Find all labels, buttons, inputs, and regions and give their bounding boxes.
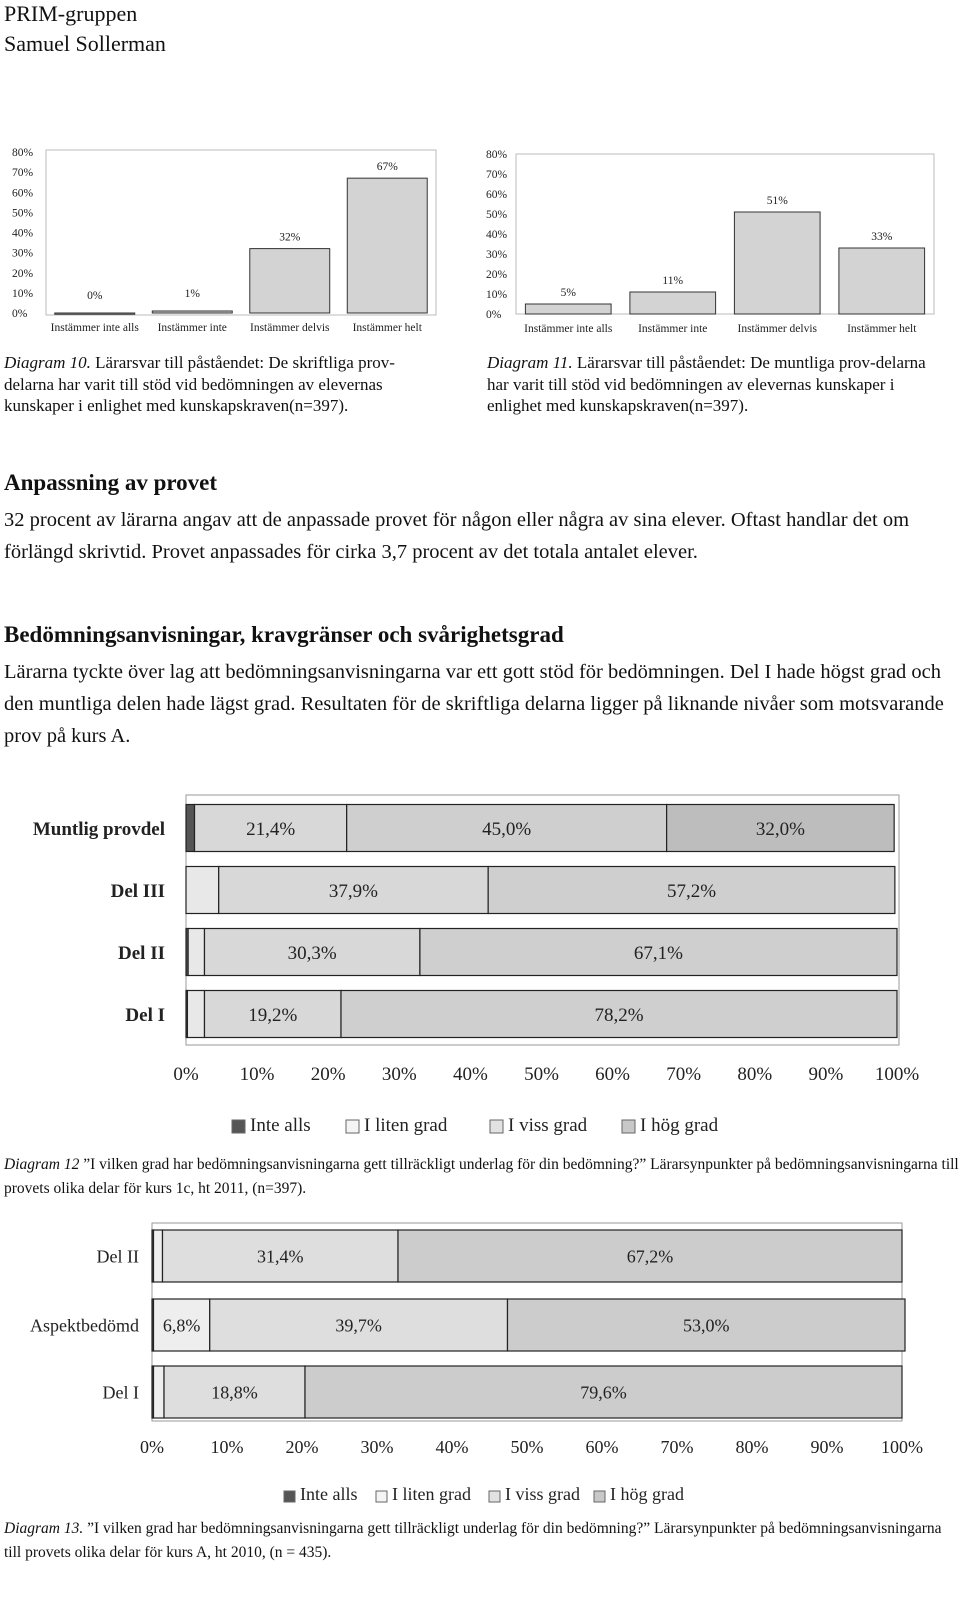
diagram-12-caption bbox=[4, 1153, 959, 1201]
x-tick-label: 50% bbox=[524, 1064, 559, 1085]
legend-swatch bbox=[490, 1120, 503, 1133]
segment-label: 53,0% bbox=[683, 1315, 730, 1336]
diagram-13-text: ”I vilken grad har bedömningsanvisningarna gett tillräckligt underlag för din bedömning?” Lärarsynpunkter på bedömningsanvisningarna till provets olika delar för kurs A, ht 2010, (n = 435). bbox=[4, 1520, 942, 1561]
diagram-10-label: Diagram 10. bbox=[4, 353, 91, 372]
x-tick-label: 60% bbox=[585, 1437, 619, 1457]
segment-label: 6,8% bbox=[162, 1315, 201, 1336]
x-tick-label: 70% bbox=[660, 1437, 694, 1457]
bar bbox=[839, 248, 925, 314]
category-label: Instämmer helt bbox=[352, 322, 422, 334]
row-label: Del I bbox=[125, 1004, 165, 1026]
y-tick-label: 0% bbox=[486, 309, 502, 321]
bar-segment bbox=[154, 1230, 163, 1282]
x-tick-label: 10% bbox=[239, 1064, 275, 1085]
section-text-anpassning: 32 procent av lärarna angav att de anpassade provet för någon eller några av sina elever. Oftast handlar det om förlängd skrivtid. Provet anpassades för cirka 3,7 procent av det totala antalet elever. bbox=[4, 509, 910, 563]
row-label: Aspektbedömd bbox=[30, 1315, 139, 1336]
y-tick-label: 60% bbox=[486, 189, 508, 201]
y-tick-label: 70% bbox=[12, 167, 34, 180]
segment-label: 32,0% bbox=[755, 818, 805, 840]
segment-label: 78,2% bbox=[594, 1004, 644, 1026]
x-tick-label: 0% bbox=[173, 1064, 199, 1085]
header-author: Samuel Sollerman bbox=[4, 31, 166, 56]
bar bbox=[734, 212, 820, 314]
bar-segment bbox=[187, 991, 204, 1038]
segment-label: 18,8% bbox=[211, 1382, 258, 1403]
diagram-12-chart bbox=[0, 790, 960, 1150]
y-tick-label: 50% bbox=[486, 209, 508, 221]
y-tick-label: 70% bbox=[486, 169, 508, 181]
row-label: Del I bbox=[102, 1382, 139, 1403]
category-label: Instämmer inte bbox=[157, 322, 227, 334]
x-tick-label: 100% bbox=[881, 1437, 923, 1457]
legend-swatch bbox=[489, 1491, 500, 1502]
x-tick-label: 40% bbox=[452, 1064, 488, 1085]
y-tick-label: 60% bbox=[12, 187, 34, 200]
bar-value-label: 32% bbox=[279, 231, 301, 244]
bar bbox=[525, 304, 611, 314]
legend-swatch bbox=[622, 1120, 635, 1133]
x-tick-label: 100% bbox=[874, 1064, 920, 1085]
bar-value-label: 11% bbox=[662, 275, 684, 287]
diagram-10-chart bbox=[0, 140, 440, 340]
section-text-bedomning: Lärarna tyckte över lag att bedömningsanvisningarna var ett gott stöd för bedömningen. Del I hade högst grad och den muntliga delen hade lägst grad. Resultaten för de skriftliga delarna ligger på liknande nivåer som motsvarande prov på kurs A. bbox=[4, 661, 944, 747]
x-tick-label: 90% bbox=[810, 1437, 844, 1457]
segment-label: 21,4% bbox=[246, 818, 296, 840]
y-tick-label: 20% bbox=[12, 267, 34, 280]
diagram-11-caption bbox=[487, 352, 927, 417]
y-tick-label: 0% bbox=[12, 308, 28, 320]
bar-segment bbox=[186, 867, 219, 914]
y-tick-label: 10% bbox=[486, 289, 508, 301]
legend-label: I viss grad bbox=[508, 1115, 588, 1136]
y-tick-label: 80% bbox=[12, 147, 34, 159]
segment-label: 57,2% bbox=[666, 880, 717, 902]
legend-swatch bbox=[594, 1491, 605, 1502]
category-label: Instämmer delvis bbox=[249, 322, 330, 334]
segment-label: 67,1% bbox=[633, 942, 683, 964]
category-label: Instämmer inte bbox=[638, 323, 708, 335]
x-tick-label: 0% bbox=[140, 1437, 164, 1457]
diagram-12-text: ”I vilken grad har bedömningsanvisningarna gett tillräckligt underlag för din bedömning?” Lärarsynpunkter på bedömningsanvisningarna till provets olika delar för kurs 1c, ht 2011, (n=397). bbox=[4, 1156, 959, 1197]
y-tick-label: 30% bbox=[486, 249, 508, 261]
segment-label: 37,9% bbox=[328, 880, 378, 902]
diagram-13-chart bbox=[0, 1218, 960, 1518]
x-tick-label: 30% bbox=[360, 1437, 394, 1457]
bar-segment bbox=[188, 929, 204, 976]
x-tick-label: 50% bbox=[510, 1437, 544, 1457]
bar bbox=[347, 178, 427, 313]
segment-label: 79,6% bbox=[580, 1382, 627, 1403]
diagram-13-label: Diagram 13. bbox=[4, 1520, 84, 1537]
row-label: Del III bbox=[110, 880, 165, 902]
diagram-11-chart bbox=[480, 140, 935, 340]
y-tick-label: 30% bbox=[12, 247, 34, 260]
bar-value-label: 67% bbox=[376, 161, 398, 174]
legend-label: I liten grad bbox=[392, 1484, 471, 1504]
bar bbox=[55, 313, 135, 314]
bar bbox=[250, 249, 330, 313]
legend-label: I viss grad bbox=[505, 1484, 580, 1504]
row-label: Del II bbox=[118, 942, 165, 964]
bar-value-label: 51% bbox=[766, 195, 788, 207]
y-tick-label: 50% bbox=[12, 207, 34, 220]
legend-label: I hög grad bbox=[610, 1484, 684, 1504]
x-tick-label: 60% bbox=[595, 1064, 631, 1085]
segment-label: 19,2% bbox=[248, 1004, 298, 1026]
diagram-11-text: Lärarsvar till påståendet: De muntliga prov-delarna har varit till stöd vid bedömningen av elevernas kunskaper i enlighet med kunskapskraven(n=397). bbox=[487, 353, 926, 415]
section-heading-anpassning: Anpassning av provet bbox=[4, 470, 218, 495]
segment-label: 31,4% bbox=[257, 1246, 304, 1267]
y-tick-label: 80% bbox=[486, 149, 508, 161]
legend-label: I liten grad bbox=[364, 1115, 448, 1136]
y-tick-label: 20% bbox=[486, 269, 508, 281]
segment-label: 45,0% bbox=[482, 818, 532, 840]
diagram-13-caption bbox=[4, 1517, 959, 1565]
legend-swatch bbox=[346, 1120, 359, 1133]
legend-label: Inte alls bbox=[300, 1484, 358, 1504]
diagram-11-label: Diagram 11. bbox=[487, 353, 573, 372]
legend-swatch bbox=[232, 1120, 245, 1133]
bar-value-label: 33% bbox=[871, 231, 893, 243]
bar-segment bbox=[154, 1366, 165, 1418]
bar-value-label: 0% bbox=[87, 290, 103, 302]
x-tick-label: 90% bbox=[808, 1064, 844, 1085]
bar-segment bbox=[186, 805, 195, 852]
diagram-10-caption bbox=[4, 352, 444, 417]
x-tick-label: 30% bbox=[381, 1064, 417, 1085]
segment-label: 39,7% bbox=[335, 1315, 382, 1336]
y-tick-label: 40% bbox=[486, 229, 508, 241]
x-tick-label: 80% bbox=[735, 1437, 769, 1457]
x-tick-label: 80% bbox=[737, 1064, 773, 1085]
section-heading-bedomning: Bedömningsanvisningar, kravgränser och svårighetsgrad bbox=[4, 622, 564, 647]
diagram-12-label: Diagram 12 bbox=[4, 1156, 80, 1173]
x-tick-label: 70% bbox=[666, 1064, 702, 1085]
diagram-10-text: Lärarsvar till påståendet: De skriftliga prov-delarna har varit till stöd vid bedömningen av elevernas kunskaper i enlighet med kunskapskraven(n=397). bbox=[4, 353, 395, 415]
bar bbox=[152, 311, 232, 313]
bar-value-label: 1% bbox=[184, 287, 200, 300]
x-tick-label: 10% bbox=[210, 1437, 244, 1457]
x-tick-label: 40% bbox=[435, 1437, 469, 1457]
row-label: Del II bbox=[96, 1246, 139, 1267]
bar bbox=[630, 292, 716, 314]
category-label: Instämmer delvis bbox=[737, 323, 818, 335]
header-group: PRIM-gruppen bbox=[4, 1, 138, 26]
legend-label: Inte alls bbox=[250, 1115, 311, 1136]
category-label: Instämmer inte alls bbox=[524, 323, 613, 335]
legend-label: I hög grad bbox=[640, 1115, 719, 1136]
legend-swatch bbox=[284, 1491, 295, 1502]
y-tick-label: 10% bbox=[12, 287, 34, 300]
category-label: Instämmer helt bbox=[847, 323, 917, 335]
y-tick-label: 40% bbox=[12, 227, 34, 240]
segment-label: 30,3% bbox=[287, 942, 337, 964]
segment-label: 67,2% bbox=[626, 1246, 674, 1267]
row-label: Muntlig provdel bbox=[32, 818, 165, 840]
x-tick-label: 20% bbox=[310, 1064, 346, 1085]
legend-swatch bbox=[376, 1491, 387, 1502]
category-label: Instämmer inte alls bbox=[50, 322, 139, 334]
bar-value-label: 5% bbox=[560, 287, 576, 299]
x-tick-label: 20% bbox=[285, 1437, 319, 1457]
